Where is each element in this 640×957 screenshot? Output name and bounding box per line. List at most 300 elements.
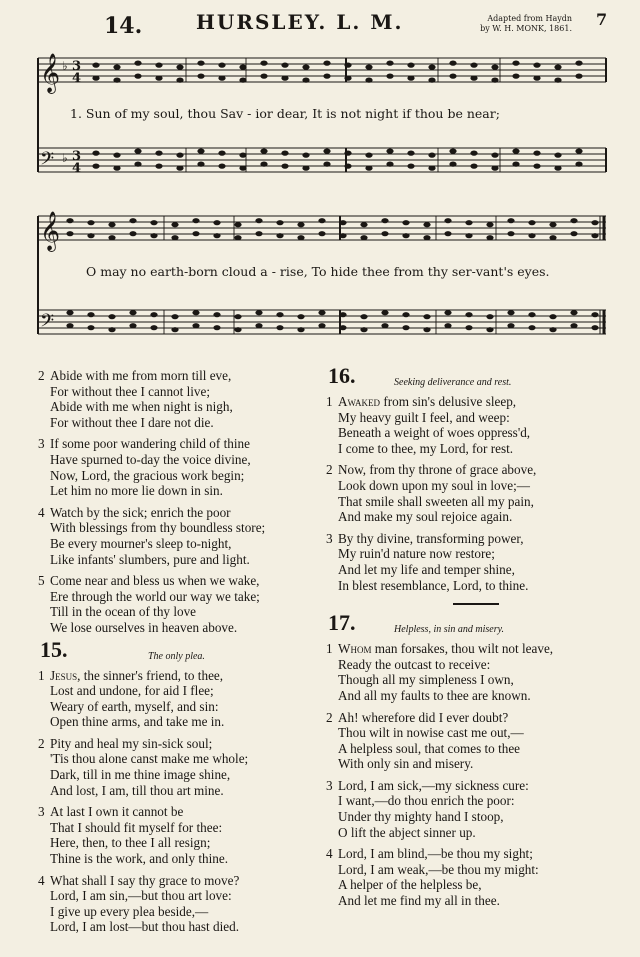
note-head <box>113 65 120 70</box>
verse-number: 5 <box>38 573 45 589</box>
note-head <box>428 78 435 83</box>
note-head <box>323 74 330 79</box>
verse-number: 3 <box>38 804 45 820</box>
note-head <box>423 314 430 319</box>
note-head <box>276 220 283 225</box>
note-head <box>302 166 309 171</box>
note-head <box>575 61 582 66</box>
note-head <box>549 314 556 319</box>
verse-line: I give up every plea beside,— <box>50 903 209 919</box>
note-head <box>129 310 136 315</box>
note-head <box>297 314 304 319</box>
note-head <box>218 63 225 68</box>
verse-line: With blessings from thy boundless store; <box>50 520 266 536</box>
verse-line <box>38 668 328 684</box>
note-head <box>213 312 220 317</box>
note-head <box>344 63 351 68</box>
note-head <box>134 162 141 167</box>
verse <box>326 531 626 593</box>
note-head <box>87 325 94 330</box>
note-head <box>155 63 162 68</box>
treble-clef-icon: 𝄞 <box>40 211 61 251</box>
verse <box>326 641 626 703</box>
note-head <box>428 65 435 70</box>
note-head <box>554 65 561 70</box>
note-head <box>260 149 267 154</box>
credit-line-2: by W. H. MONK, 1861. <box>480 24 572 33</box>
note-head <box>512 162 519 167</box>
note-head <box>92 63 99 68</box>
note-head <box>407 63 414 68</box>
note-head <box>150 233 157 238</box>
note-head <box>549 235 556 240</box>
verse-line: Come near and bless us when we wake, <box>50 573 260 589</box>
verse-line: Lord, I am blind,—be thou my sight; <box>338 846 533 862</box>
verse-line: And let my life and temper shine, <box>338 561 515 577</box>
note-head <box>197 74 204 79</box>
note-head <box>486 314 493 319</box>
staff-system1-bass <box>38 148 606 172</box>
note-head <box>486 327 493 332</box>
note-head <box>155 151 162 156</box>
verse-line: Lord, I am weak,—be thou my might: <box>338 861 539 877</box>
verse-line: Lord, I am sin,—but thou art love: <box>50 888 232 904</box>
note-head <box>591 220 598 225</box>
note-head <box>591 233 598 238</box>
note-head <box>134 61 141 66</box>
note-head <box>339 325 346 330</box>
verse-line: For without thee I cannot live; <box>50 383 211 399</box>
note-head <box>365 166 372 171</box>
note-head <box>528 325 535 330</box>
note-head <box>218 164 225 169</box>
verse-line: At last I own it cannot be <box>50 804 184 820</box>
verse-number: 2 <box>38 368 45 383</box>
verse-line: Like infants' slumbers, pure and light. <box>50 551 250 567</box>
note-head <box>360 314 367 319</box>
note-head <box>339 233 346 238</box>
note-head <box>281 151 288 156</box>
note-head <box>281 76 288 81</box>
verse <box>326 462 626 524</box>
note-head <box>365 78 372 83</box>
hymn15-subtitle: The only plea. <box>148 650 205 662</box>
note-head <box>323 162 330 167</box>
note-head <box>575 74 582 79</box>
note-head <box>344 76 351 81</box>
note-head <box>213 325 220 330</box>
verse-line: Abide with me when night is nigh, <box>50 399 233 415</box>
note-head <box>276 325 283 330</box>
note-head <box>113 78 120 83</box>
note-head <box>176 78 183 83</box>
note-head <box>402 325 409 330</box>
note-head <box>213 220 220 225</box>
note-head <box>297 222 304 227</box>
verse-line: And let me find my all in thee. <box>338 893 500 909</box>
note-head <box>486 222 493 227</box>
note-head <box>255 218 262 223</box>
note-head <box>591 325 598 330</box>
verse-line: Look down upon my soul in love;— <box>338 477 530 493</box>
note-head <box>444 310 451 315</box>
note-head <box>512 149 519 154</box>
note-head <box>512 61 519 66</box>
note-head <box>260 74 267 79</box>
note-head <box>381 310 388 315</box>
note-head <box>444 323 451 328</box>
note-head <box>66 231 73 236</box>
note-head <box>449 162 456 167</box>
note-head <box>507 231 514 236</box>
note-head <box>87 220 94 225</box>
note-head <box>428 166 435 171</box>
note-head <box>192 323 199 328</box>
note-head <box>465 312 472 317</box>
note-head <box>570 218 577 223</box>
hymn15-heading <box>38 636 328 666</box>
note-head <box>570 323 577 328</box>
note-head <box>108 222 115 227</box>
verse <box>326 710 626 772</box>
note-head <box>218 76 225 81</box>
note-head <box>134 149 141 154</box>
verse <box>326 846 626 908</box>
note-head <box>444 218 451 223</box>
note-head <box>302 153 309 158</box>
svg-text:4: 4 <box>72 71 82 86</box>
note-head <box>470 76 477 81</box>
note-head <box>486 235 493 240</box>
hymn16-verses <box>326 394 626 593</box>
verse-line: What shall I say thy grace to move? <box>50 872 240 888</box>
verse-line: Thou wilt in nowise cast me out,— <box>338 725 524 741</box>
verse-line: Here, then, to thee I all resign; <box>50 835 211 851</box>
note-head <box>92 76 99 81</box>
verse-line: Ere through the world our way we take; <box>50 588 260 604</box>
note-head <box>491 78 498 83</box>
note-head <box>297 327 304 332</box>
note-head <box>381 323 388 328</box>
svg-text:3: 3 <box>72 149 82 164</box>
svg-text:♭: ♭ <box>62 59 68 73</box>
note-head <box>386 149 393 154</box>
hymn16-number: 16. <box>328 363 356 388</box>
note-head <box>92 151 99 156</box>
note-head <box>507 323 514 328</box>
note-head <box>575 162 582 167</box>
verse-line: I come to thee, my Lord, for rest. <box>338 440 514 456</box>
verse-line <box>326 641 626 657</box>
note-head <box>239 166 246 171</box>
note-head <box>591 312 598 317</box>
note-head <box>386 74 393 79</box>
note-head <box>155 76 162 81</box>
note-head <box>360 222 367 227</box>
note-head <box>507 218 514 223</box>
note-head <box>302 78 309 83</box>
verse-line-rest: man forsakes, thou wilt not leave, <box>371 641 554 657</box>
verse-line: Weary of earth, myself, and sin: <box>50 698 219 714</box>
note-head <box>134 74 141 79</box>
verse-number: 3 <box>38 436 45 452</box>
svg-text:4: 4 <box>72 161 82 176</box>
note-head <box>407 76 414 81</box>
note-head <box>570 310 577 315</box>
verse <box>38 804 328 866</box>
note-head <box>234 235 241 240</box>
verse-line: Dark, till in me thine image shine, <box>50 767 231 783</box>
verse-number: 3 <box>326 530 333 546</box>
verse-line: By thy divine, transforming power, <box>338 530 524 546</box>
note-head <box>381 231 388 236</box>
right-column <box>326 363 626 915</box>
note-head <box>470 63 477 68</box>
note-head <box>218 151 225 156</box>
note-head <box>360 327 367 332</box>
verse-line <box>326 394 626 410</box>
verse-line: A helper of the helpless be, <box>338 877 482 893</box>
note-head <box>449 74 456 79</box>
note-head <box>87 312 94 317</box>
note-head <box>171 222 178 227</box>
note-head <box>197 61 204 66</box>
note-head <box>176 166 183 171</box>
lyrics-system-2: O may no earth-born cloud a - rise, To hide thee from thy ser-vant's eyes. <box>86 264 550 279</box>
verse-line: Now, Lord, the gracious work begin; <box>50 467 245 483</box>
verse-line: That I should fit myself for thee: <box>50 819 223 835</box>
note-head <box>449 61 456 66</box>
note-head <box>423 222 430 227</box>
bass-clef-icon: 𝄢 <box>40 149 55 174</box>
note-head <box>323 149 330 154</box>
verse-line: Though all my simpleness I own, <box>338 672 514 688</box>
svg-text:3: 3 <box>72 59 82 74</box>
verse-line: Beneath a weight of woes oppress'd, <box>338 425 531 441</box>
verse-number: 4 <box>38 872 45 888</box>
note-head <box>507 310 514 315</box>
verse <box>326 778 626 840</box>
verse-lead-word: Awaked <box>338 394 381 409</box>
music-score <box>0 0 640 360</box>
verse <box>38 873 328 935</box>
note-head <box>66 323 73 328</box>
note-head <box>171 235 178 240</box>
note-head <box>533 63 540 68</box>
note-head <box>255 323 262 328</box>
verse-line: And lost, I am, till thou art mine. <box>50 782 224 798</box>
note-head <box>260 162 267 167</box>
hymn17-number: 17. <box>328 610 356 636</box>
note-head <box>449 149 456 154</box>
verse <box>38 668 328 730</box>
staff-system1-treble <box>38 58 606 82</box>
note-head <box>386 162 393 167</box>
note-head <box>108 314 115 319</box>
note-head <box>549 222 556 227</box>
note-head <box>108 327 115 332</box>
hymn-number: 14. <box>104 13 143 39</box>
verse-line: And make my soul rejoice again. <box>338 509 513 525</box>
verse-line: Abide with me from morn till eve, <box>50 368 232 383</box>
verse-number: 4 <box>326 846 333 862</box>
note-head <box>192 218 199 223</box>
note-head <box>66 218 73 223</box>
note-head <box>323 61 330 66</box>
note-head <box>176 65 183 70</box>
verse-line: Have spurned to-day the voice divine, <box>50 451 251 467</box>
svg-text:♭: ♭ <box>62 151 68 165</box>
note-head <box>302 65 309 70</box>
note-head <box>423 235 430 240</box>
note-head <box>255 231 262 236</box>
verse-number: 1 <box>326 394 333 409</box>
verse-line: And all my faults to thee are known. <box>338 687 531 703</box>
note-head <box>407 164 414 169</box>
section-divider <box>453 603 499 605</box>
verse-number: 3 <box>326 777 333 793</box>
verse-number: 2 <box>326 709 333 725</box>
note-head <box>344 164 351 169</box>
note-head <box>213 233 220 238</box>
verse-line: My heavy guilt I feel, and weep: <box>338 409 510 425</box>
hymn14-verses <box>38 368 328 636</box>
treble-clef-icon: 𝄞 <box>40 53 61 93</box>
verse-lead-word: Whom <box>338 641 372 657</box>
note-head <box>192 231 199 236</box>
hymn15-number: 15. <box>40 636 68 662</box>
note-head <box>87 233 94 238</box>
verse-number: 2 <box>38 735 45 751</box>
note-head <box>171 327 178 332</box>
verse-line: 'Tis thou alone canst make me whole; <box>50 751 249 767</box>
left-column <box>38 368 328 941</box>
verse-number: 4 <box>38 504 45 520</box>
note-head <box>570 231 577 236</box>
note-head <box>155 164 162 169</box>
verse-number: 2 <box>326 462 333 478</box>
hymn16-heading <box>326 363 626 392</box>
verse-line: We lose ourselves in heaven above. <box>50 619 238 635</box>
note-head <box>491 65 498 70</box>
note-head <box>344 151 351 156</box>
note-head <box>512 74 519 79</box>
note-head <box>171 314 178 319</box>
note-head <box>129 323 136 328</box>
note-head <box>234 314 241 319</box>
note-head <box>365 153 372 158</box>
note-head <box>491 166 498 171</box>
bass-clef-icon: 𝄢 <box>40 311 55 336</box>
verse-line: In blest resemblance, Lord, to thine. <box>338 577 529 593</box>
note-head <box>318 231 325 236</box>
note-head <box>554 166 561 171</box>
verse-line: Open thine arms, and take me in. <box>50 714 225 730</box>
verse-line: Ah! wherefore did I ever doubt? <box>338 709 509 725</box>
note-head <box>423 327 430 332</box>
note-head <box>281 63 288 68</box>
note-head <box>528 233 535 238</box>
verse-line: That smile shall sweeten all my pain, <box>338 493 534 509</box>
note-head <box>318 218 325 223</box>
note-head <box>554 153 561 158</box>
verse-lead-word: Jesus <box>50 667 78 683</box>
hymn15-verses <box>38 668 328 936</box>
note-head <box>276 233 283 238</box>
verse-line: Ready the outcast to receive: <box>338 656 491 672</box>
note-head <box>239 78 246 83</box>
note-head <box>381 218 388 223</box>
verse-line: Till in the ocean of thy love <box>50 604 197 620</box>
note-head <box>318 310 325 315</box>
verse-line: O lift the abject sinner up. <box>338 824 476 840</box>
note-head <box>402 220 409 225</box>
verse-line: Now, from thy throne of grace above, <box>338 462 537 478</box>
verse <box>38 436 328 498</box>
note-head <box>428 153 435 158</box>
verse-line: For without thee I dare not die. <box>50 414 214 430</box>
verse <box>38 573 328 635</box>
note-head <box>66 310 73 315</box>
verse-number: 1 <box>326 641 333 657</box>
note-head <box>339 220 346 225</box>
note-head <box>239 153 246 158</box>
note-head <box>407 151 414 156</box>
verse-line: Lost and undone, for aid I flee; <box>50 683 214 699</box>
hymn16-subtitle: Seeking deliverance and rest. <box>394 377 512 388</box>
note-head <box>365 65 372 70</box>
verse-line: Under thy mighty hand I stoop, <box>338 809 504 825</box>
verse <box>326 394 626 456</box>
note-head <box>150 325 157 330</box>
tune-title: HURSLEY. L. M. <box>196 10 404 34</box>
verse-line: I want,—do thou enrich the poor: <box>338 793 515 809</box>
note-head <box>234 327 241 332</box>
note-head <box>533 76 540 81</box>
note-head <box>465 325 472 330</box>
verse-line: Lord, I am sick,—my sickness cure: <box>338 777 529 793</box>
verse-line: Watch by the sick; enrich the poor <box>50 504 231 520</box>
lyrics-system-1: 1. Sun of my soul, thou Sav - ior dear, It is not night if thou be near; <box>70 106 500 121</box>
note-head <box>176 153 183 158</box>
note-head <box>533 151 540 156</box>
note-head <box>549 327 556 332</box>
note-head <box>533 164 540 169</box>
note-head <box>129 231 136 236</box>
note-head <box>108 235 115 240</box>
note-head <box>386 61 393 66</box>
verse-line: With only sin and misery. <box>338 756 474 772</box>
note-head <box>276 312 283 317</box>
credit-line-1: Adapted from Haydn <box>487 14 572 23</box>
verse-number: 1 <box>38 667 45 683</box>
verse-line: If some poor wandering child of thine <box>50 436 250 452</box>
verse-line-rest: from sin's delusive sleep, <box>380 394 517 409</box>
verse <box>38 505 328 567</box>
verse <box>38 736 328 798</box>
note-head <box>465 220 472 225</box>
note-head <box>297 235 304 240</box>
verse-line: Lord, I am lost—but thou hast died. <box>50 919 239 935</box>
note-head <box>318 323 325 328</box>
verse-line: Let him no more lie down in sin. <box>50 483 223 499</box>
note-head <box>528 312 535 317</box>
verse-line: Thine is the work, and only thine. <box>50 851 228 867</box>
note-head <box>491 153 498 158</box>
note-head <box>402 233 409 238</box>
verse <box>38 368 328 430</box>
note-head <box>255 310 262 315</box>
